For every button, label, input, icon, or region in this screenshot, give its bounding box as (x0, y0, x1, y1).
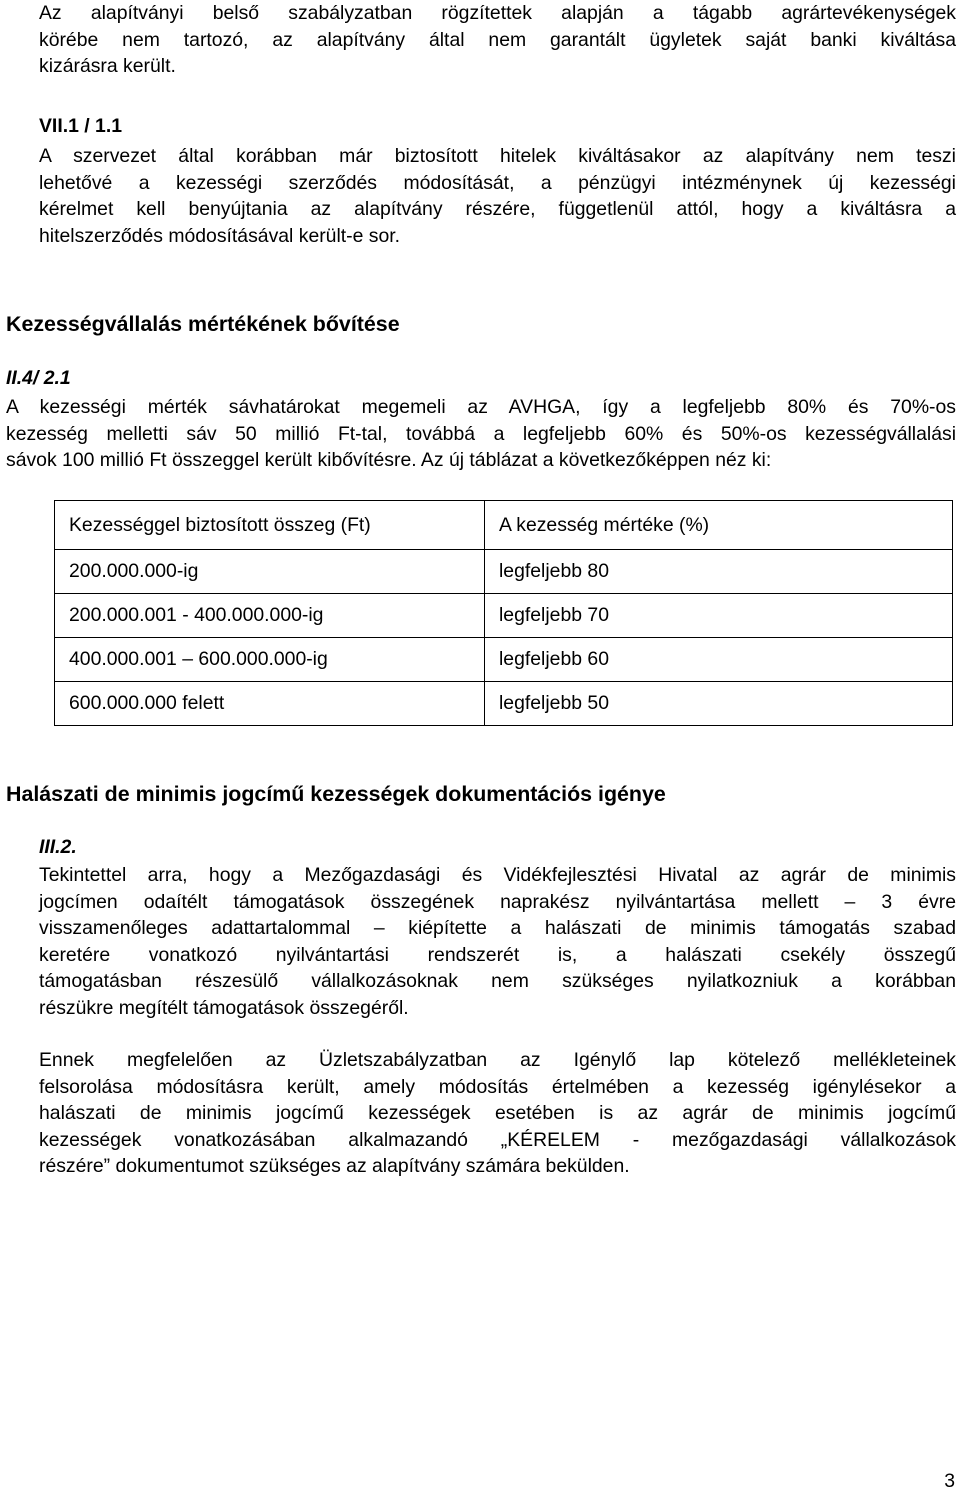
intro-line-1: Az alapítványi belső szabályzatban rögzítettek alapján a tágabb agrártevékenységek (39, 2, 956, 24)
section-number-ii: II.4/ 2.1 (6, 367, 71, 389)
section-iii-p2-line-1: Ennek megfelelően az Üzletszabályzatban az Igénylő lap kötelező mellékleteinek (39, 1049, 956, 1071)
intro-line-3: kizárásra került. (39, 55, 176, 77)
section-iii-p1-line-6: részükre megítélt támogatások összegéről. (39, 996, 409, 1019)
table-row (55, 638, 953, 682)
guarantee-rate-table (54, 500, 953, 726)
table-row (55, 550, 953, 594)
table-cell-amount: 600.000.000 felett (55, 682, 485, 726)
table-header-amount: Kezességgel biztosított összeg (Ft) (55, 501, 485, 550)
section-ii-line-2: kezesség melletti sáv 50 millió Ft-tal, továbbá a legfeljebb 60% és 50%-os kezességvállalási (6, 422, 956, 445)
section-vii-line-3: kérelmet kell benyújtania az alapítvány részére, függetlenül attól, hogy a kiváltásra a (39, 198, 956, 220)
page-number: 3 (944, 1470, 955, 1492)
table-header-row (55, 501, 953, 550)
table-cell-rate: legfeljebb 80 (485, 550, 953, 594)
section-iii-p2-line-3: halászati de minimis jogcímű kezességek esetében is az agrár de minimis jogcímű (39, 1102, 956, 1124)
section-ii-line-1: A kezességi mérték sávhatárokat megemeli az AVHGA, így a legfeljebb 80% és 70%-os (6, 396, 956, 418)
table-cell-amount: 200.000.001 - 400.000.000-ig (55, 594, 485, 638)
table-header-rate: A kezesség mértéke (%) (485, 501, 953, 550)
table-cell-rate: legfeljebb 70 (485, 594, 953, 638)
section-number-iii: III.2. (39, 836, 77, 858)
section-iii-p1-line-1: Tekintettel arra, hogy a Mezőgazdasági és Vidékfejlesztési Hivatal az agrár de minimis (39, 864, 956, 886)
table-cell-amount: 400.000.001 – 600.000.000-ig (55, 638, 485, 682)
section-iii-p1-line-2: jogcímen odaítélt támogatások összegének naprakész nyilvántartása mellett – 3 évre (39, 890, 956, 913)
section-number-vii: VII.1 / 1.1 (39, 115, 122, 137)
section-ii-paragraph (6, 394, 956, 474)
section-iii-paragraph-2 (39, 1047, 956, 1180)
section-iii-p1-line-3: visszamenőleges adattartalommal – kiépítette a halászati de minimis támogatás szabad (39, 917, 956, 939)
section-iii-p1-line-5: támogatásban részesülő vállalkozásoknak nem szükséges nyilatkozniuk a korábban (39, 970, 956, 992)
table-cell-rate: legfeljebb 50 (485, 682, 953, 726)
heading-fishery-de-minimis: Halászati de minimis jogcímű kezességek dokumentációs igénye (6, 782, 666, 806)
section-vii-line-1: A szervezet által korábban már biztosított hitelek kiváltásakor az alapítvány nem teszi (39, 145, 956, 167)
section-vii-line-2: lehetővé a kezességi szerződés módosítását, a pénzügyi intézménynek új kezességi (39, 171, 956, 194)
section-iii-p2-line-5: részére” dokumentumot szükséges az alapítvány számára bekülden. (39, 1155, 630, 1177)
section-iii-p1-line-4: keretére vonatkozó nyilvántartási rendszerét is, a halászati csekély összegű (39, 943, 956, 966)
section-vii-paragraph (39, 143, 956, 249)
section-iii-paragraph-1 (39, 862, 956, 1021)
section-ii-line-3: sávok 100 millió Ft összeggel került kibővítésre. Az új táblázat a következőképpen néz ki: (6, 449, 772, 471)
table-row (55, 594, 953, 638)
intro-paragraph (39, 0, 956, 80)
intro-line-2: körébe nem tartozó, az alapítvány által nem garantált ügyletek saját banki kiváltása (39, 28, 956, 51)
section-vii-line-4: hitelszerződés módosításával került-e sor. (39, 224, 401, 247)
section-iii-p2-line-4: kezességek vonatkozásában alkalmazandó „KÉRELEM - mezőgazdasági vállalkozások (39, 1128, 956, 1151)
section-iii-p2-line-2: felsorolása módosításra került, amely módosítás értelmében a kezesség igénylésekor a (39, 1075, 956, 1098)
heading-guarantee-extension: Kezességvállalás mértékének bővítése (6, 312, 400, 336)
table-cell-amount: 200.000.000-ig (55, 550, 485, 594)
table-cell-rate: legfeljebb 60 (485, 638, 953, 682)
table-row (55, 682, 953, 726)
